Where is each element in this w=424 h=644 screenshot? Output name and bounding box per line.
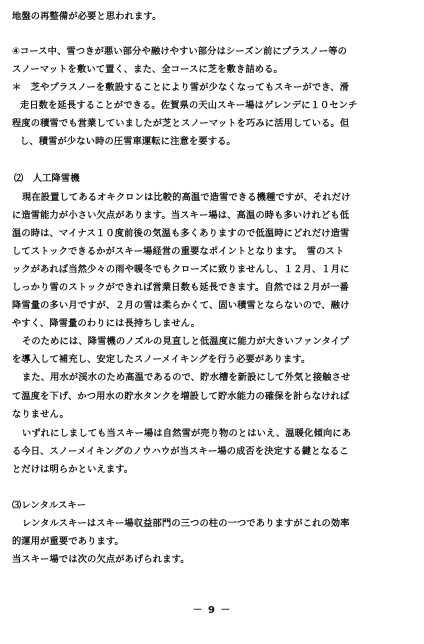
text-line: し、積雪が少ない時の圧雪車運転に注意を要する。	[20, 136, 236, 147]
text-line: 的運用が重要であります。	[12, 536, 124, 547]
text-line: 当スキー場では次の欠点があげられます。	[12, 554, 190, 565]
text-line: 地盤の再整備が必要と思われます。	[12, 11, 162, 22]
text-line: レンタルスキーはスキー場収益部門の三つの柱の一つでありますがこれの効率	[22, 518, 350, 529]
text-line: しっかり雪のストックができれば営業日数も延長できます。自然では２月が一番	[12, 282, 349, 293]
text-line: とだけは明らかといえます。	[12, 464, 134, 475]
section-heading: ⑶レンタルスキー	[12, 500, 87, 511]
page-number: － 9 －	[192, 605, 232, 616]
text-line: やすく、降雪量のわりには長持ちしません。	[12, 318, 201, 329]
text-line: 現在設置してあるオキクロンは比較的高温で造雪できる機種ですが、それだけ	[22, 192, 351, 203]
text-line: ックがあれば当然少々の雨や暖冬でもクローズに致りませんし、１２月、１月に	[12, 264, 350, 275]
text-line: 走日数を延長することができる。佐賀県の天山スキー場はゲレンデに１０センチ	[20, 100, 358, 111]
text-line: 温の時は、マイナス１０度前後の気温も多くありますので低温時にどれだけ造雪	[12, 228, 350, 239]
text-line: また、用水が渓水のため高温であるので、貯水槽を新設にして外気と接触させ	[22, 372, 351, 383]
text-line: いずれにしましても当スキー場は自然雪が売り物のとはいえ、温暖化傾向にあ	[22, 428, 352, 439]
text-line: 降雪量の多い月ですが、２月の雪は柔らかくて、固い積雪とならないので、融け	[12, 300, 350, 311]
text-line: そのためには、降雪機のノズルの見直しと低温度に能力が大きいファンタイプ	[22, 336, 350, 347]
text-line: なりません。	[12, 409, 69, 420]
text-line: スノーマットを敷いて置く、また、全コースに芝を敷き詰める。	[12, 64, 283, 75]
text-line: 程度の積雪でも営業していましたが芝とスノーマットを巧みに活用している。但	[12, 118, 350, 129]
text-line: してストックできるかがスキー場経営の重要なポイントとなります。 雪のスト	[12, 246, 345, 257]
text-line: に造雪能力が小さい欠点があります。当スキー場は、高温の時も多いけれども低	[12, 210, 350, 221]
text-line: ＊ 芝やプラスノーを敷設することにより雪が少なくなってもスキーができ、滑	[12, 82, 350, 93]
text-line: ④コース中、雪つきが悪い部分や融けやすい部分はシーズン前にプラスノー等の	[12, 46, 348, 57]
text-line: を導入して補充し、安定したスノーメイキングを行う必要があります。	[12, 354, 311, 365]
section-heading: ⑵ 人工降雪機	[14, 173, 80, 184]
text-line: て温度を下げ、かつ用水の貯水タンクを増設して貯水能力の確保を計らなければ	[12, 391, 350, 402]
text-line: る今日、スノーメイキングのノウハウが当スキー場の成否を決定する鍵となるこ	[12, 446, 349, 457]
